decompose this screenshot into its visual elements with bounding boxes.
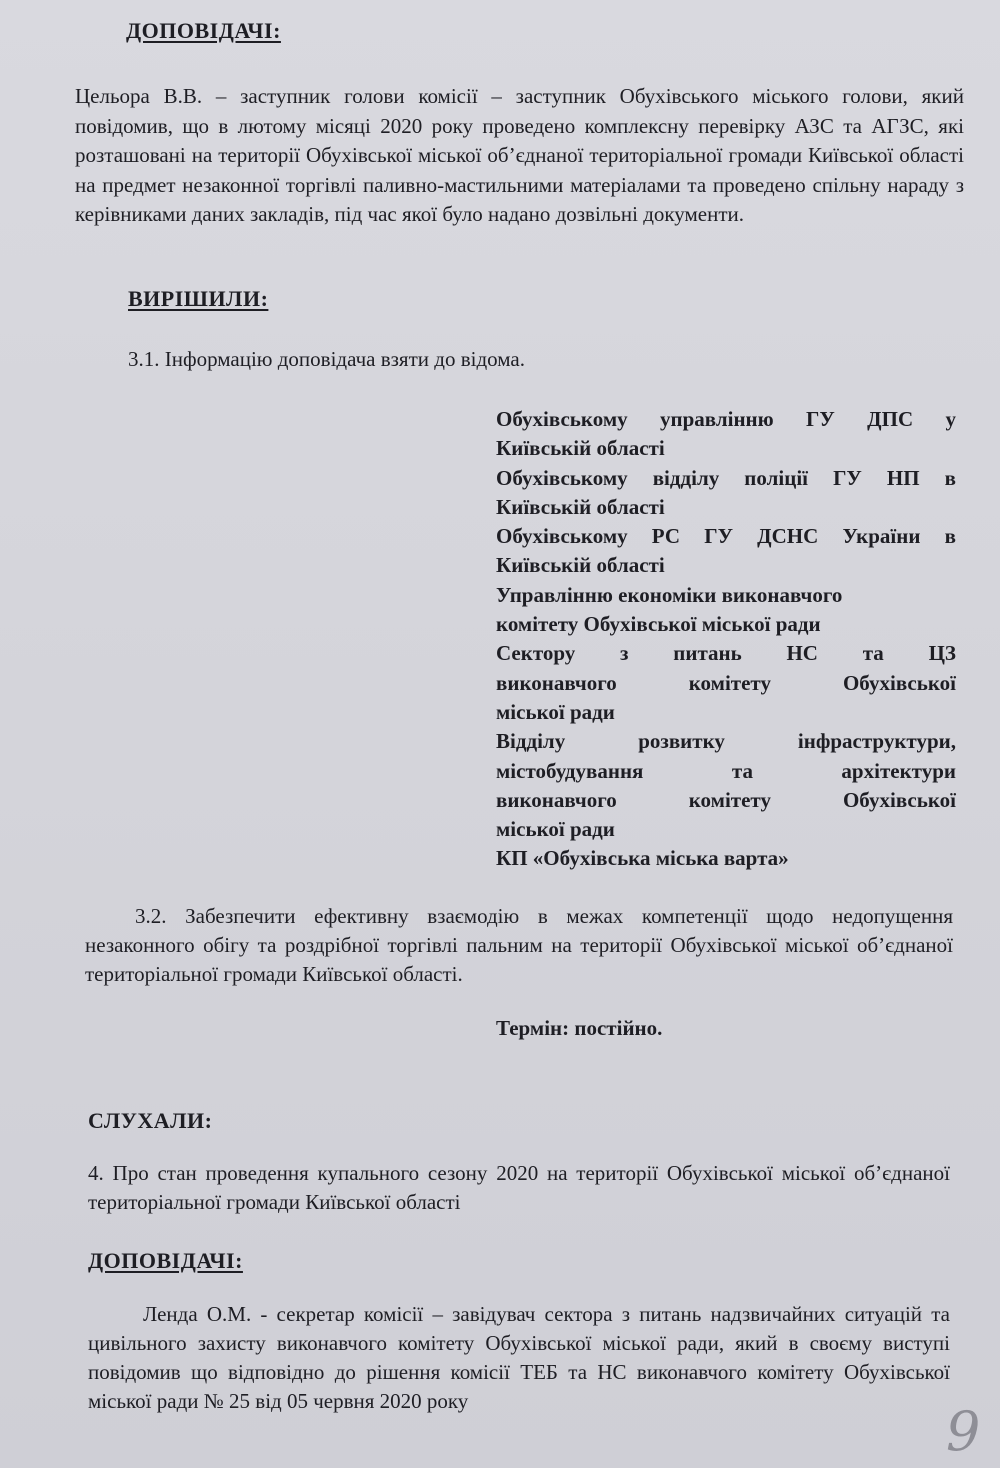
addressee-line: Управлінню економіки виконавчого <box>496 582 843 607</box>
decision-item-3-2: 3.2. Забезпечити ефективну взаємодію в межах компетенції щодо недопущення незаконного обігу та роздрібної торгівлі пальним на території Обухівської міської об’єднаної територіальної громади Київської області. <box>85 904 953 986</box>
speaker-report-paragraph: Цельора В.В. – заступник голови комісії – заступник Обухівського міського голови, який повідомив, що в лютому місяці 2020 року проведено комплексну перевірку АЗС та АГЗС, які розташовані на території Обухівської міської об’єднаної територіальної громади Київської області на предмет незаконної торгівлі паливно-мастильними матеріалами та проведено спільну нараду з керівниками даних закладів, під час якої було надано дозвільні документи. <box>75 84 964 226</box>
addressee-line: міської ради <box>496 817 615 842</box>
addressee-line: КП «Обухівська міська варта» <box>496 846 789 871</box>
decision-item-3-1: 3.1. Інформацію доповідача взяти до відома. <box>128 347 525 371</box>
handwritten-page-number: 9 <box>946 1400 981 1463</box>
addressee-line: Київській області <box>496 436 665 461</box>
agenda-item-4: 4. Про стан проведення купального сезону 2020 на території Обухівської міської об’єднаної територіальної громади Київської області <box>88 1161 950 1214</box>
addressee-line: Обухівському РС ГУ ДСНС України в <box>496 524 956 549</box>
addressee-list <box>496 405 956 874</box>
section-heading-speakers-2: ДОПОВІДАЧІ: <box>88 1248 243 1273</box>
addressee-line: комітету Обухівської міської ради <box>496 612 821 637</box>
addressee-line: Обухівському управлінню ГУ ДПС у <box>496 407 956 431</box>
addressee-line: Київській області <box>496 553 665 578</box>
addressee-line: Сектору з питань НС та ЦЗ <box>496 641 956 666</box>
addressee-line: Київській області <box>496 494 665 519</box>
addressee-line: містобудування та архітектури <box>496 758 956 783</box>
section-heading-listened: СЛУХАЛИ: <box>88 1108 213 1133</box>
addressee-line: Обухівському відділу поліції ГУ НП в <box>496 465 956 490</box>
section-heading-speakers: ДОПОВІДАЧІ: <box>126 18 281 43</box>
section-heading-decided: ВИРІШИЛИ: <box>128 286 269 311</box>
addressee-line: міської ради <box>496 699 615 724</box>
addressee-line: Відділу розвитку інфраструктури, <box>496 729 956 754</box>
addressee-line: виконавчого комітету Обухівської <box>496 670 956 695</box>
addressee-line: виконавчого комітету Обухівської <box>496 787 956 812</box>
speaker-report-paragraph-2: Ленда О.М. - секретар комісії – завідувач сектора з питань надзвичайних ситуацій та цивільного захисту виконавчого комітету Обухівської міської ради, який в своєму виступі повідомив що відповідно до рішення комісії ТЕБ та НС виконавчого комітету Обухівської міської ради № 25 від 05 червня 2020 року <box>88 1302 950 1413</box>
deadline-term: Термін: постійно. <box>496 1016 663 1040</box>
